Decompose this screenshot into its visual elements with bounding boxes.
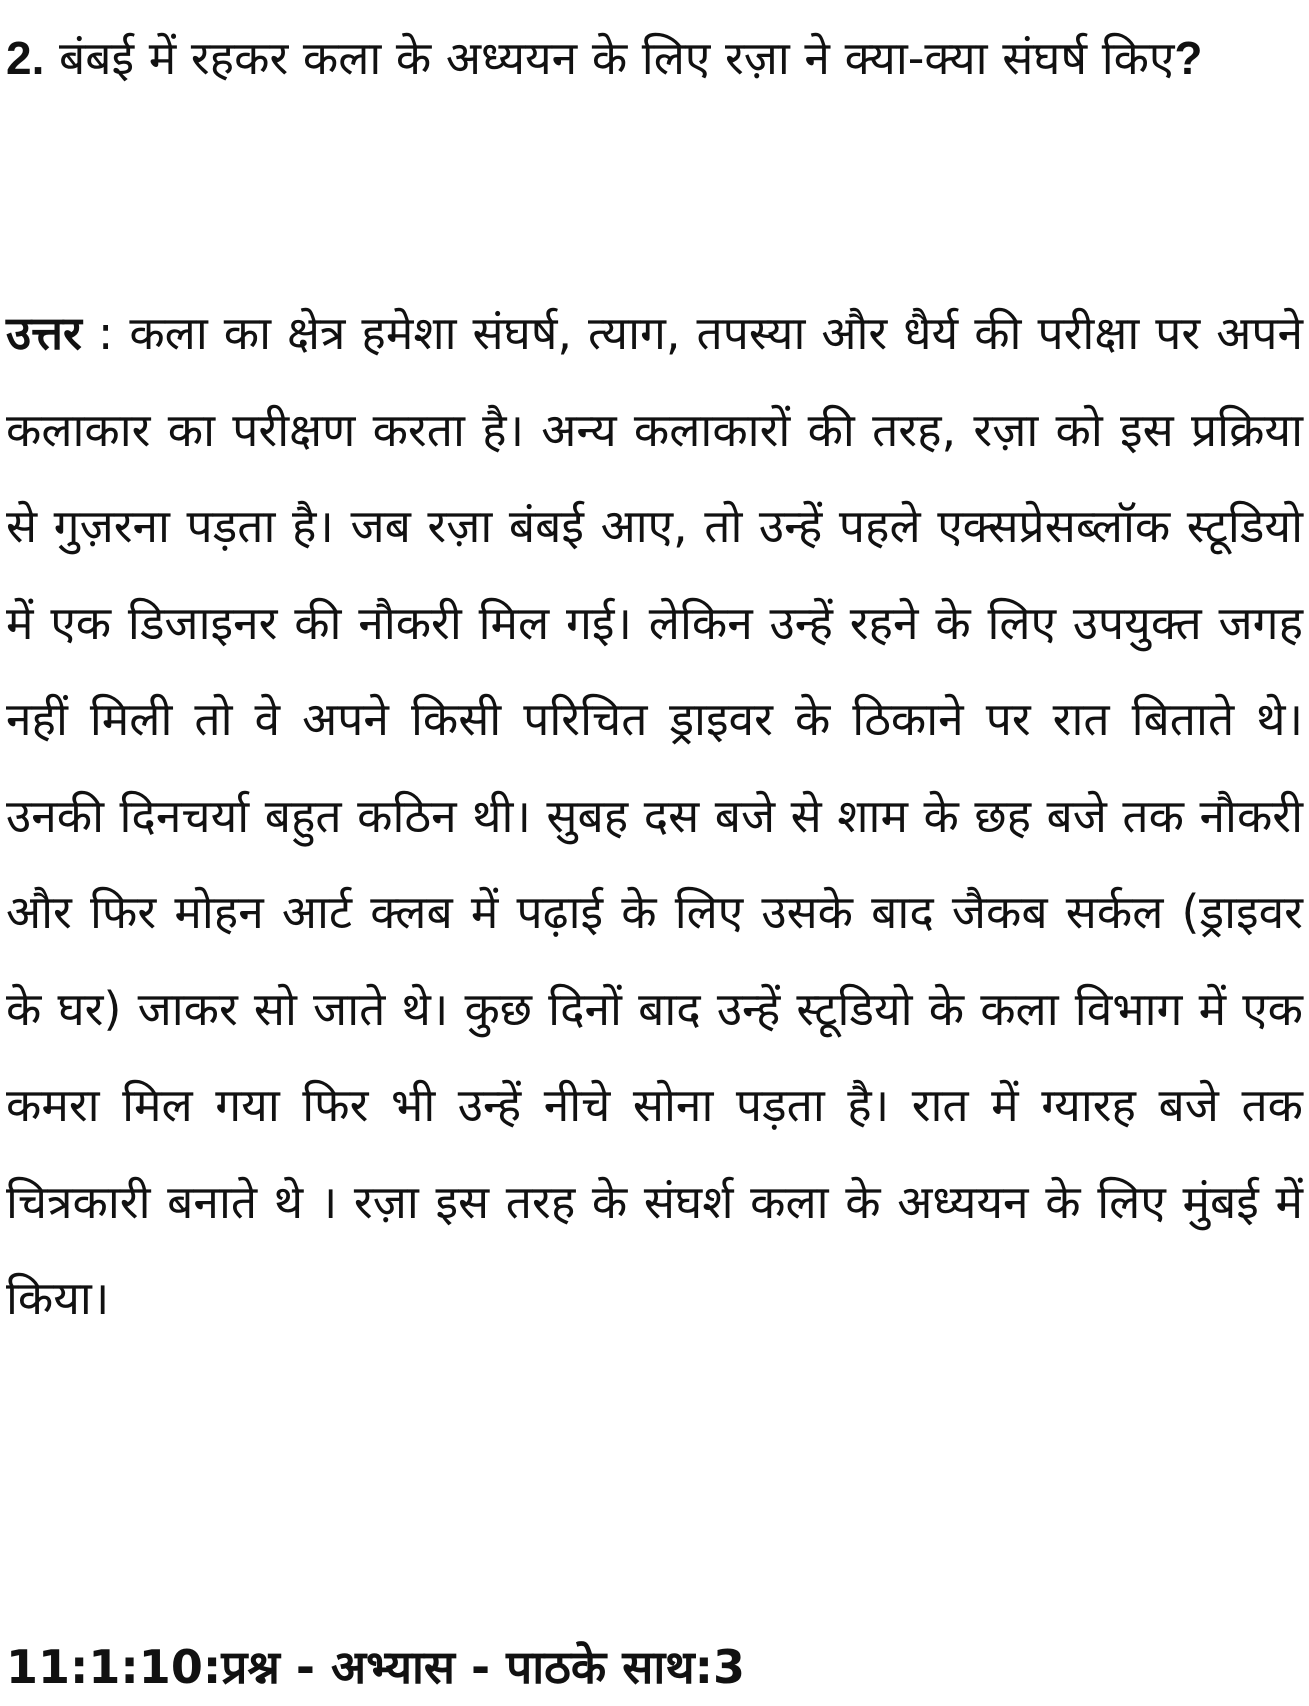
document-page [6,0,1303,1706]
question [6,0,1303,106]
answer-text: कला का क्षेत्र हमेशा संघर्ष, त्याग, तपस्या और धैर्य की परीक्षा पर अपने कलाकार का परीक्षण करता है। अन्य कलाकारों की तरह, रज़ा को इस प्रक्रिया से गुज़रना पड़ता है। जब रज़ा बंबई आए, तो उन्हें पहले एक्सप्रेसब्लॉक स्टूडियो में एक डिजाइनर की नौकरी मिल गई। लेकिन उन्हें रहने के लिए उपयुक्त जगह नहीं मिली तो वे अपने किसी परिचित ड्राइवर के ठिकाने पर रात बिताते थे। उनकी दिनचर्या बहुत कठिन थी। सुबह दस बजे से शाम के छह बजे तक नौकरी और फिर मोहन आर्ट क्लब में पढ़ाई के लिए उसके बाद जैकब सर्कल (ड्राइवर के घर) जाकर सो जाते थे। कुछ दिनों बाद उन्हें स्टूडियो के कला विभाग में एक कमरा मिल गया फिर भी उन्हें नीचे सोना पड़ता है। रात में ग्यारह बजे तक चित्रकारी बनाते थे । रज़ा इस तरह के संघर्श कला के अध्ययन के लिए मुंबई में किया। [6,306,1303,1325]
chapter-footer: 11:1:10:प्रश्न - अभ्यास - पाठके साथ:3 [6,1640,746,1694]
question-mark: ? [1174,32,1203,84]
answer-label: उत्तर [6,306,82,360]
answer-separator: : [81,306,130,360]
question-text: बंबई में रहकर कला के अध्ययन के लिए रज़ा ने क्या-क्या संघर्ष किए [59,31,1175,85]
answer-paragraph [6,285,1303,1347]
question-number: 2. [6,32,45,84]
